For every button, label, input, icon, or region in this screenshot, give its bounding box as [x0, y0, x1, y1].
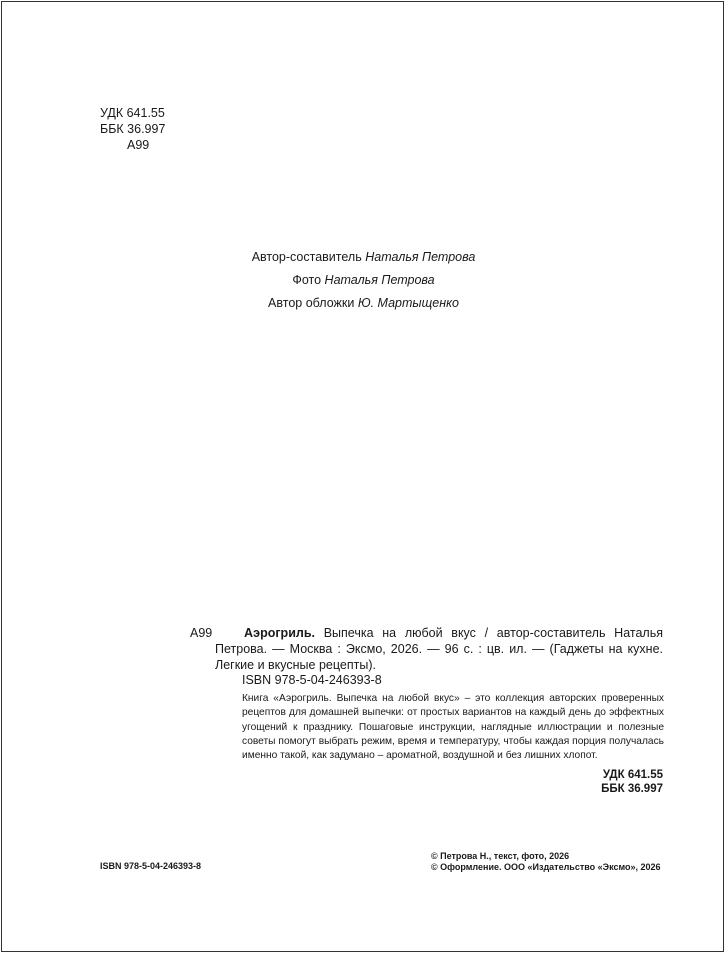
copyright-text: © Петрова Н., текст, фото, 2026 [431, 851, 570, 861]
credit-photo-label: Фото [292, 273, 322, 287]
credit-photo [0, 273, 727, 287]
author-mark: А99 [127, 138, 150, 152]
copyright-design: © Оформление. ООО «Издательство «Эксмо», 2026 [431, 862, 661, 872]
bbk-code: ББК 36.997 [100, 122, 166, 136]
bib-description-block [215, 625, 663, 673]
annotation: Книга «Аэрогриль. Выпечка на любой вкус» – это коллекция авторских проверенных рецептов для домашней выпечки: от простых вариантов на каждый день до эффектных угощений к празднику. Пошаговые инструкции, наглядные иллюстрации и полезные советы помогут выбрать режим, время и температуру, чтобы каждая порция получалась именно такой, как задумано – ароматной, воздушной и без лишних хлопот. [242, 693, 664, 762]
credit-cover-name: Ю. Мартыщенко [357, 296, 459, 310]
bib-udk: УДК 641.55 [602, 769, 663, 781]
page-frame [1, 1, 724, 952]
credit-photo-name: Наталья Петрова [324, 273, 435, 287]
credit-cover [0, 296, 727, 310]
udk-code: УДК 641.55 [100, 106, 165, 120]
credit-cover-label: Автор обложки [268, 296, 355, 310]
bib-bbk: ББК 36.997 [601, 783, 663, 795]
credit-compiler [0, 250, 727, 264]
bib-author-mark: А99 [190, 626, 213, 640]
credit-compiler-name: Наталья Петрова [365, 250, 476, 264]
footer-isbn: ISBN 978-5-04-246393-8 [100, 861, 202, 871]
credit-compiler-label: Автор-составитель [251, 250, 362, 264]
bib-description: Выпечка на любой вкус / автор-составитель Наталья Петрова. — Москва : Эксмо, 2026. — 96 с. : цв. ил. — (Гаджеты на кухне. Легкие и вкусные рецепты). [215, 626, 663, 672]
bib-isbn: ISBN 978-5-04-246393-8 [242, 673, 382, 687]
bib-title: Аэрогриль. [244, 626, 315, 640]
